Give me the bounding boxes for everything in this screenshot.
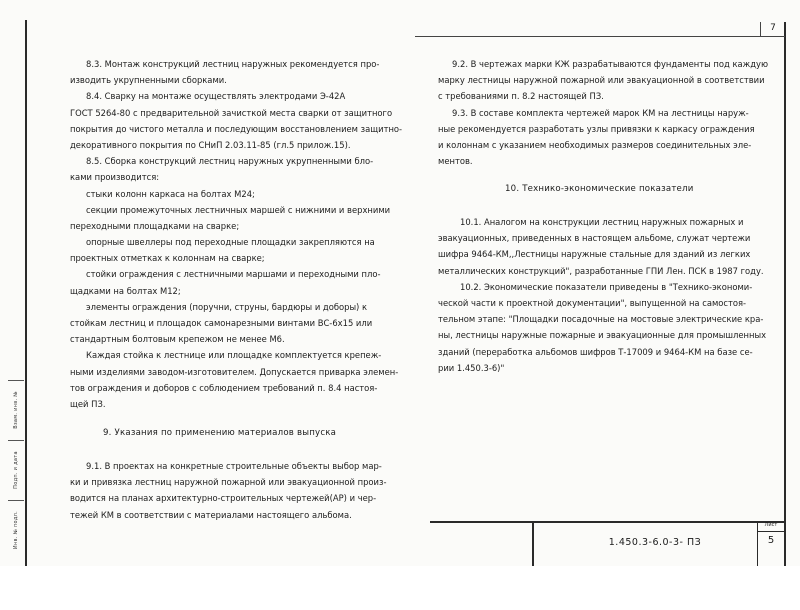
text-line: ны, лестницы наружные пожарные и эвакуационные для промышленных <box>438 330 767 341</box>
text-line: элементы ограждения (поручни, струны, бардюры и доборы) к <box>86 301 368 312</box>
text-line: 10.2. Экономические показатели приведены в "Технико-экономи- <box>460 281 753 292</box>
text-line: стойки ограждения с лестничными маршами и переходными пло- <box>86 269 381 280</box>
text-line: 10.1. Аналогом на конструкции лестниц наружных пожарных и <box>460 217 744 227</box>
stamp-label: Подп. и дата <box>13 451 19 489</box>
text-line: Каждая стойка к лестнице или площадке комплектуется крепеж- <box>86 350 382 361</box>
section-9-heading: 9. Указания по применению материалов выпуска <box>103 428 337 438</box>
text-line: стойкам лестниц и площадок самонарезными винтами ВС-6х15 или <box>70 318 373 328</box>
text-line: металлических конструкций", разработанные ГПИ Лен. ПСК в 1987 году. <box>438 265 764 276</box>
text-line: 8.3. Монтаж конструкций лестниц наружных рекомендуется про- <box>86 59 380 69</box>
left-column-section-8 <box>70 56 402 412</box>
text-line: стандартным болтовым крепежом не менее М6. <box>70 334 285 345</box>
text-line: марку лестницы наружной пожарной или эвакуационной в соответствии <box>438 75 765 86</box>
text-line: проектных отметках к колоннам на сварке; <box>70 253 265 264</box>
text-line: переходными площадками на сварке; <box>70 220 240 231</box>
text-line: декоративного покрытия по СНиП 2.03.11-85 (гл.5 прилож.15). <box>70 139 351 150</box>
text-line: щадками на болтах М12; <box>70 285 181 296</box>
right-column-section-9 <box>438 56 768 169</box>
text-line: изводить укрупненными сборками. <box>70 75 227 86</box>
corner-number: 7 <box>770 23 776 33</box>
frame-left-border <box>25 20 27 566</box>
sheet-number: 5 <box>767 535 775 546</box>
document-code: 1.450.3-6.0-3- ПЗ <box>608 537 702 548</box>
sheet-label: Лист <box>764 522 778 528</box>
text-line: ческой части к проектной документации", выпущенной на самостоя- <box>438 297 747 308</box>
frame-top-border <box>415 36 785 37</box>
text-line: ными изделиями заводом-изготовителем. Допускается приварка элемен- <box>70 366 399 377</box>
stamp-label: Взам. инв. № <box>13 391 19 429</box>
text-line: ментов. <box>438 156 473 167</box>
title-block-top-line <box>532 521 786 523</box>
text-line: щей ПЗ. <box>70 398 106 409</box>
sheet-number-divider <box>757 531 784 532</box>
text-line: тов ограждения и доборов с соблюдением требований п. 8.4 настоя- <box>70 382 378 393</box>
text-line: рии 1.450.3-6)" <box>438 362 505 373</box>
text-line: ками производится: <box>70 172 160 183</box>
text-line: с требованиями п. 8.2 настоящей ПЗ. <box>438 91 604 102</box>
stamp-strip <box>8 380 24 560</box>
text-line: стыки колонн каркаса на болтах М24; <box>86 188 255 199</box>
text-line: тельном этапе: "Площадки посадочные на мостовые электрические кра- <box>438 314 764 325</box>
text-line: 9.1. В проектах на конкретные строительные объекты выбор мар- <box>86 461 382 471</box>
title-block-divider <box>532 521 534 566</box>
text-line: опорные швеллеры под переходные площадки закрепляются на <box>86 237 375 248</box>
text-line: зданий (переработка альбомов шифров Т-17009 и 9464-КМ на базе се- <box>438 346 753 357</box>
text-line: секции промежуточных лестничных маршей с нижними и верхними <box>86 204 391 215</box>
text-line: 9.3. В составе комплекта чертежей марок КМ на лестницы наруж- <box>452 107 749 118</box>
stamp-label: Инв. № подл. <box>13 510 19 550</box>
text-line: и колоннам с указанием необходимых размеров соединительных эле- <box>438 139 752 150</box>
text-line: 8.5. Сборка конструкций лестниц наружных укрупненными бло- <box>86 156 374 167</box>
text-line: тежей КМ в соответствии с материалами настоящего альбома. <box>70 509 352 520</box>
frame-right-border <box>784 22 786 566</box>
text-line: эвакуационных, приведенных в настоящем альбоме, служат чертежи <box>438 233 751 244</box>
text-line: покрытия до чистого металла и последующим восстановлением защитно- <box>70 123 403 134</box>
text-line: шифра 9464-КМ,,Лестницы наружные стальные для зданий из легких <box>438 249 751 260</box>
text-line: водится на планах архитектурно-строительных чертежей(АР) и чер- <box>70 493 377 504</box>
section-10-heading: 10. Технико-экономические показатели <box>505 184 694 194</box>
text-line: ные рекомендуется разработать узлы привязки к каркасу ограждения <box>438 123 755 134</box>
text-line: 8.4. Сварку на монтаже осуществлять электродами Э-42А <box>86 91 346 102</box>
text-line: ГОСТ 5264-80 с предварительной зачисткой места сварки от защитного <box>70 107 393 118</box>
right-column-section-10 <box>438 214 766 376</box>
text-line: 9.2. В чертежах марки КЖ разрабатываются фундаменты под каждую <box>452 59 768 69</box>
text-line: ки и привязка лестниц наружной пожарной или эвакуационной произ- <box>70 477 387 488</box>
left-column-section-9 <box>70 458 386 523</box>
